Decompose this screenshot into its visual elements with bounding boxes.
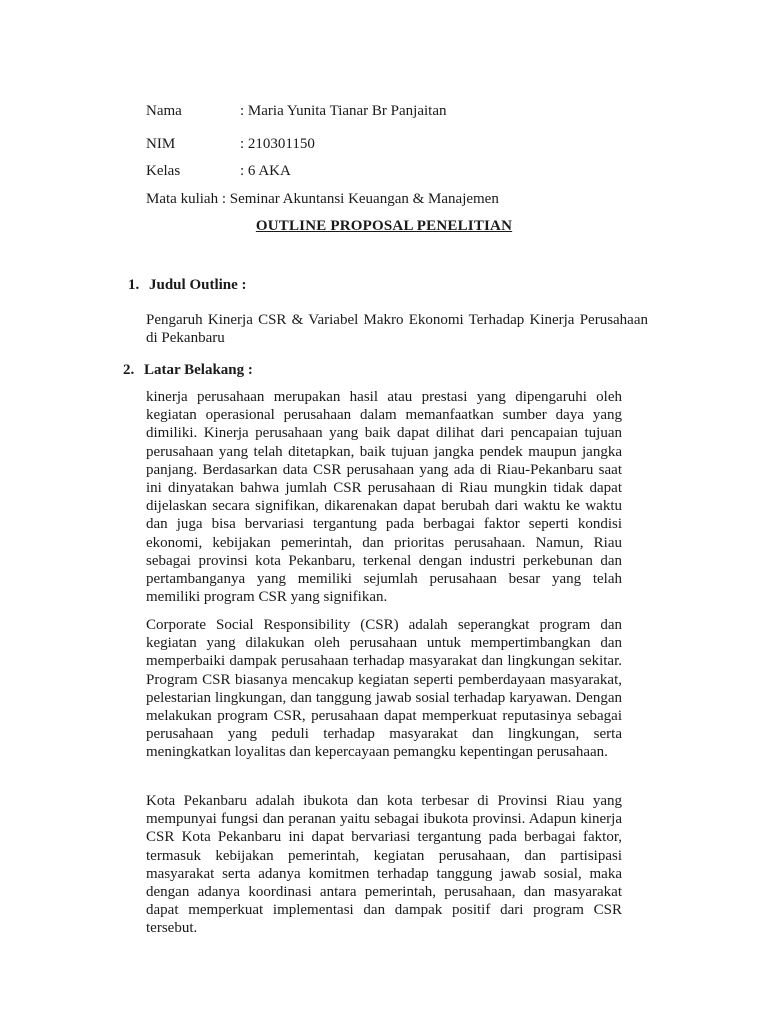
section-title: Judul Outline : — [149, 277, 247, 293]
class-label: Kelas — [146, 163, 181, 179]
student-name-row — [146, 102, 447, 120]
section-title: Latar Belakang : — [144, 362, 253, 378]
section-heading-2 — [123, 362, 253, 379]
name-value: : Maria Yunita Tianar Br Panjaitan — [240, 103, 447, 119]
course-value: : Seminar Akuntansi Keuangan & Manajemen — [218, 191, 499, 207]
section-number: 2. — [123, 362, 135, 378]
name-label: Nama — [146, 103, 182, 119]
student-class-row — [146, 162, 291, 180]
research-title-paragraph: Pengaruh Kinerja CSR & Variabel Makro Ekonomi Terhadap Kinerja Perusahaan di Pekanbaru — [146, 312, 648, 347]
course-row — [146, 190, 499, 208]
nim-label: NIM — [146, 136, 176, 152]
course-label: Mata kuliah — [146, 191, 219, 207]
background-paragraph-3: Kota Pekanbaru adalah ibukota dan kota terbesar di Provinsi Riau yang mempunyai fungsi dan peranan yaitu sebagai ibukota provinsi. Adapun kinerja CSR Kota Pekanbaru ini dapat bervariasi tergantung pada berbagai faktor, termasuk kebijakan pemerintah, kegiatan perusahaan, dan partisipasi masyarakat serta adanya komitmen terhadap tanggung jawab sosial, maka dengan adanya koordinasi antara pemerintah, perusahaan, dan masyarakat dapat memperkuat implementasi dan dampak positif dari program CSR tersebut. — [146, 793, 622, 937]
section-number: 1. — [128, 277, 140, 293]
nim-value: : 210301150 — [240, 136, 315, 152]
document-title: OUTLINE PROPOSAL PENELITIAN — [255, 218, 513, 234]
background-paragraph-1: kinerja perusahaan merupakan hasil atau prestasi yang dipengaruhi oleh kegiatan operasional perusahaan dalam memanfaatkan sumber daya yang dimiliki. Kinerja perusahaan yang baik dapat dilihat dari pencapaian tujuan perusahaan yang telah ditetapkan, baik tujuan jangka pendek maupun jangka panjang. Berdasarkan data CSR perusahaan yang ada di Riau-Pekanbaru saat ini dinyatakan bahwa jumlah CSR perusahaan di Riau mungkin tidak dapat dijelaskan secara signifikan, dikarenakan dapat berubah dari waktu ke waktu dan juga bisa bervariasi tergantung pada berbagai faktor seperti kondisi ekonomi, kebijakan pemerintah, dan prioritas perusahaan. Namun, Riau sebagai provinsi kota Pekanbaru, terkenal dengan industri perkebunan dan pertambanganya yang memiliki sejumlah perusahaan besar yang telah memiliki program CSR yang signifikan. — [146, 389, 622, 606]
background-paragraph-2: Corporate Social Responsibility (CSR) adalah seperangkat program dan kegiatan yang dilakukan oleh perusahaan untuk mempertimbangkan dan memperbaiki dampak perusahaan terhadap masyarakat dan lingkungan sekitar. Program CSR biasanya mencakup kegiatan seperti pemberdayaan masyarakat, pelestarian lingkungan, dan tanggung jawab sosial terhadap karyawan. Dengan melakukan program CSR, perusahaan dapat memperkuat reputasinya sebagai perusahaan yang peduli terhadap masyarakat dan lingkungan, serta meningkatkan loyalitas dan kepercayaan pemangku kepentingan perusahaan. — [146, 617, 622, 761]
class-value: : 6 AKA — [240, 163, 291, 179]
section-heading-1 — [128, 277, 247, 294]
student-nim-row — [146, 135, 315, 153]
